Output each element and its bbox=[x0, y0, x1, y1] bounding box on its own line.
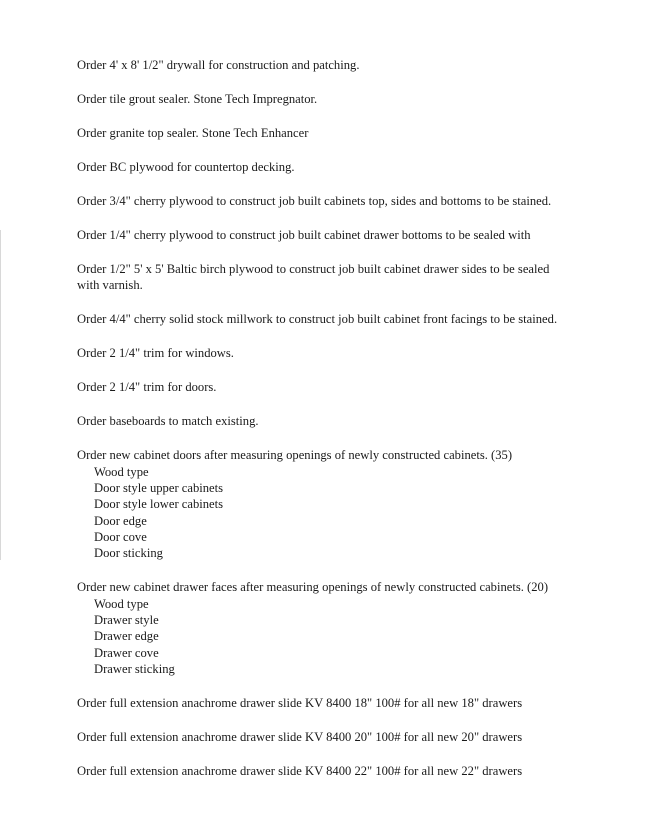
item-cherry-plywood-34: Order 3/4" cherry plywood to construct job built cabinets top, sides and bottoms to be stained. bbox=[77, 194, 552, 208]
item-drywall: Order 4' x 8' 1/2" drywall for construction and patching. bbox=[77, 58, 360, 72]
drawer-subitem: Drawer style bbox=[94, 613, 159, 627]
item-baltic-birch-line2: with varnish. bbox=[77, 278, 143, 292]
drawer-subitem: Drawer cove bbox=[94, 646, 159, 660]
scan-edge-line bbox=[0, 230, 1, 560]
item-trim-doors: Order 2 1/4" trim for doors. bbox=[77, 380, 217, 394]
item-cherry-plywood-14: Order 1/4" cherry plywood to construct job built cabinet drawer bottoms to be sealed with bbox=[77, 228, 531, 242]
item-bc-plywood: Order BC plywood for countertop decking. bbox=[77, 160, 295, 174]
item-baltic-birch-line1: Order 1/2" 5' x 5' Baltic birch plywood to construct job built cabinet drawer sides to be sealed bbox=[77, 262, 550, 276]
item-drawer-slide-20: Order full extension anachrome drawer slide KV 8400 20" 100# for all new 20" drawers bbox=[77, 730, 523, 744]
door-subitem: Door sticking bbox=[94, 546, 163, 560]
door-subitem: Wood type bbox=[94, 465, 149, 479]
drawer-subitem: Drawer sticking bbox=[94, 662, 175, 676]
door-subitem: Door edge bbox=[94, 514, 147, 528]
item-baseboards: Order baseboards to match existing. bbox=[77, 414, 259, 428]
item-cherry-solid-stock: Order 4/4" cherry solid stock millwork to construct job built cabinet front facings to be stained. bbox=[77, 312, 558, 326]
item-cabinet-doors: Order new cabinet doors after measuring openings of newly constructed cabinets. (35) bbox=[77, 448, 513, 462]
item-drawer-faces: Order new cabinet drawer faces after measuring openings of newly constructed cabinets. (20) bbox=[77, 580, 549, 594]
item-drawer-slide-18: Order full extension anachrome drawer slide KV 8400 18" 100# for all new 18" drawers bbox=[77, 696, 523, 710]
drawer-subitem: Drawer edge bbox=[94, 629, 159, 643]
item-granite-sealer: Order granite top sealer. Stone Tech Enhancer bbox=[77, 126, 309, 140]
door-subitem: Door style lower cabinets bbox=[94, 497, 224, 511]
item-drawer-slide-22: Order full extension anachrome drawer slide KV 8400 22" 100# for all new 22" drawers bbox=[77, 764, 523, 778]
door-subitem: Door cove bbox=[94, 530, 147, 544]
drawer-subitem: Wood type bbox=[94, 597, 149, 611]
door-subitem: Door style upper cabinets bbox=[94, 481, 224, 495]
item-grout-sealer: Order tile grout sealer. Stone Tech Impregnator. bbox=[77, 92, 318, 106]
item-trim-windows: Order 2 1/4" trim for windows. bbox=[77, 346, 234, 360]
